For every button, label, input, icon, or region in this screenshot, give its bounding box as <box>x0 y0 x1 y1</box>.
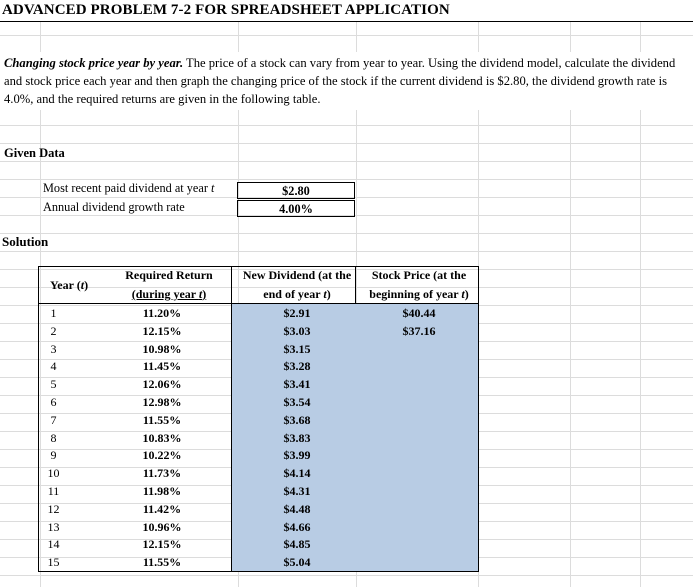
cell-stock-price[interactable] <box>360 411 478 429</box>
cell-new-dividend[interactable]: $3.54 <box>283 395 311 409</box>
cell-year[interactable]: 8 <box>50 430 57 445</box>
cell-year[interactable]: 7 <box>50 412 57 427</box>
cell-year[interactable]: 3 <box>50 341 57 356</box>
cell-required-return[interactable]: 11.45% <box>142 359 182 374</box>
cell-new-dividend[interactable]: $4.31 <box>283 484 311 498</box>
cell-stock-price[interactable] <box>360 375 478 393</box>
cell-year[interactable]: 1 <box>50 306 57 320</box>
cell-new-dividend[interactable]: $4.85 <box>283 537 311 552</box>
cell-required-return[interactable]: 12.98% <box>142 395 182 409</box>
cell-stock-price[interactable] <box>360 535 478 553</box>
cell-stock-price[interactable] <box>360 553 478 571</box>
given-value-dividend[interactable]: $2.80 <box>237 182 355 199</box>
cell-stock-price[interactable] <box>360 429 478 447</box>
cell-year[interactable]: 15 <box>47 555 60 570</box>
table-divider <box>231 266 232 572</box>
cell-year[interactable]: 10 <box>47 466 60 481</box>
cell-required-return[interactable]: 11.55% <box>142 412 182 427</box>
cell-stock-price[interactable]: $40.44 <box>402 306 436 320</box>
cell-required-return[interactable]: 11.55% <box>142 555 182 570</box>
cell-stock-price[interactable] <box>360 393 478 411</box>
cell-new-dividend[interactable]: $4.48 <box>283 501 311 516</box>
cell-required-return[interactable]: 11.42% <box>142 501 182 516</box>
cell-required-return[interactable]: 11.98% <box>142 484 182 498</box>
cell-new-dividend[interactable]: $3.41 <box>283 377 311 392</box>
cell-required-return[interactable]: 10.83% <box>142 430 182 445</box>
cell-required-return[interactable]: 12.15% <box>142 323 182 338</box>
cell-required-return[interactable]: 10.98% <box>142 341 182 356</box>
cell-stock-price[interactable] <box>360 500 478 518</box>
cell-stock-price[interactable]: $37.16 <box>402 323 436 338</box>
cell-stock-price[interactable] <box>360 482 478 500</box>
cell-required-return[interactable]: 12.15% <box>142 537 182 552</box>
cell-year[interactable]: 14 <box>47 537 60 552</box>
cell-new-dividend[interactable]: $2.91 <box>283 306 311 320</box>
cell-stock-price[interactable] <box>360 464 478 482</box>
cell-stock-price[interactable] <box>360 357 478 375</box>
cell-year[interactable]: 2 <box>50 323 57 338</box>
cell-year[interactable]: 5 <box>50 377 57 392</box>
cell-new-dividend[interactable]: $3.68 <box>283 412 311 427</box>
cell-year[interactable]: 13 <box>47 519 60 534</box>
header-required-return[interactable]: Required Return (during year t) <box>125 268 213 301</box>
cell-stock-price[interactable] <box>360 340 478 358</box>
description-body: The price of a stock can vary from year to year. Using the dividend model, calculate the dividend and stock price each year and then graph the changing price of the stock if the current dividend is $2.80, the dividend growth rate is 4.0%, and the required returns are given in the following table. <box>4 56 676 106</box>
given-value-growth-rate[interactable]: 4.00% <box>237 200 355 217</box>
cell-new-dividend[interactable]: $3.28 <box>283 359 311 374</box>
solution-heading[interactable]: Solution <box>2 234 49 249</box>
page-title[interactable]: ADVANCED PROBLEM 7-2 FOR SPREADSHEET APPLICATION <box>2 2 450 18</box>
cell-new-dividend[interactable]: $4.14 <box>283 466 311 481</box>
given-data-heading[interactable]: Given Data <box>4 146 65 160</box>
cell-year[interactable]: 12 <box>47 501 60 516</box>
cell-year[interactable]: 11 <box>47 484 60 498</box>
cell-new-dividend[interactable]: $3.99 <box>283 448 311 463</box>
header-new-dividend[interactable]: New Dividend (at the end of year t) <box>242 268 352 301</box>
given-label-growth-rate[interactable]: Annual dividend growth rate <box>43 200 185 214</box>
table-border-top <box>38 266 478 267</box>
cell-year[interactable]: 6 <box>50 395 57 409</box>
cell-new-dividend[interactable]: $5.04 <box>283 555 311 570</box>
cell-required-return[interactable]: 10.22% <box>142 448 182 463</box>
title-underline <box>0 21 693 22</box>
cell-new-dividend[interactable]: $3.03 <box>283 323 311 338</box>
cell-year[interactable]: 4 <box>50 359 57 374</box>
cell-year[interactable]: 9 <box>50 448 57 463</box>
given-label-dividend[interactable]: Most recent paid dividend at year t <box>43 181 215 195</box>
header-year[interactable]: Year (t) <box>49 278 89 292</box>
table-divider-header <box>355 266 356 304</box>
cell-required-return[interactable]: 11.20% <box>142 306 182 320</box>
cell-new-dividend[interactable]: $3.83 <box>283 430 311 445</box>
cell-required-return[interactable]: 12.06% <box>142 377 182 392</box>
cell-required-return[interactable]: 10.96% <box>142 519 182 534</box>
cell-stock-price[interactable] <box>360 518 478 536</box>
cell-required-return[interactable]: 11.73% <box>142 466 182 481</box>
cell-new-dividend[interactable]: $4.66 <box>283 519 311 534</box>
description-lead: Changing stock price year by year. <box>4 56 184 70</box>
problem-description[interactable] <box>4 54 688 108</box>
cell-stock-price[interactable] <box>360 446 478 464</box>
header-stock-price[interactable]: Stock Price (at the beginning of year t) <box>369 268 469 301</box>
cell-new-dividend[interactable]: $3.15 <box>283 341 311 356</box>
table-border-right <box>478 266 479 572</box>
